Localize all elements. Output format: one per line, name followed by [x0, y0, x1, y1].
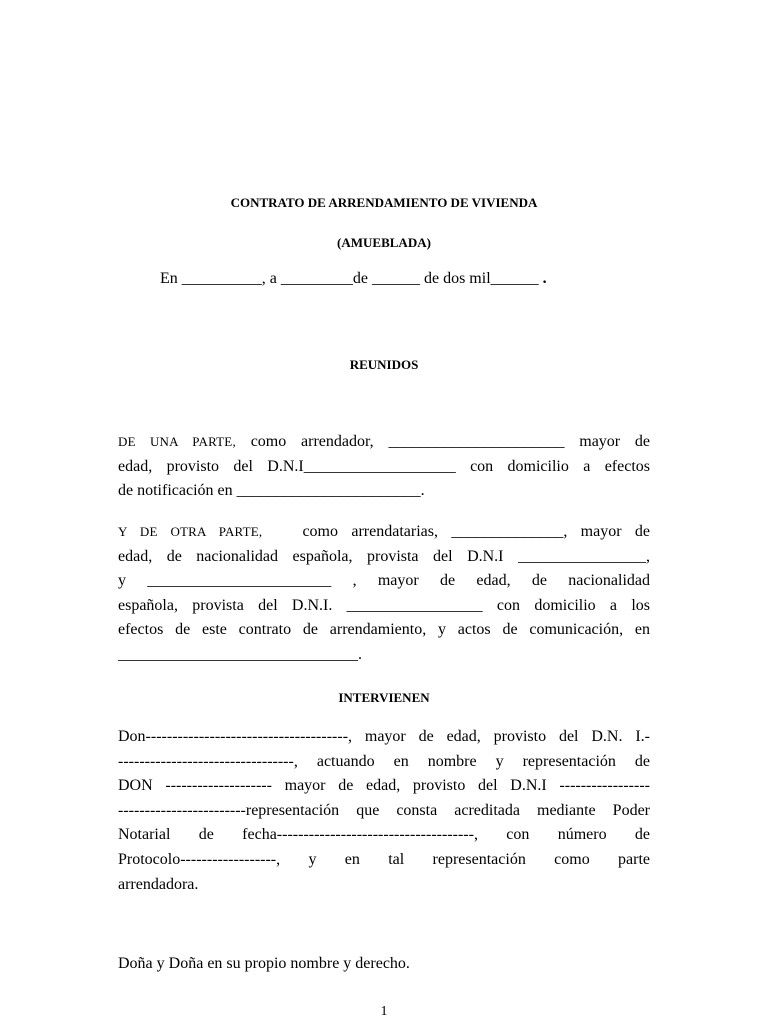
intervienen-paragraph: [118, 725, 650, 897]
party-two-line-5: efectos de este contrato de arrendamiento, y actos de comunicación, en: [118, 621, 650, 639]
party-one-line-1: DE UNA PARTE, como arrendador, ______________________ mayor de: [118, 433, 651, 450]
document-subtitle: (AMUEBLADA): [337, 235, 431, 250]
party-one-lead: DE UNA PARTE,: [118, 434, 236, 449]
closing-line: Doña y Doña en su propio nombre y derecho.: [118, 955, 410, 972]
date-line-text: En __________, a _________de ______ de dos mil______: [160, 270, 539, 287]
party-two-lead: Y DE OTRA PARTE,: [118, 524, 263, 539]
party-two-line-1: Y DE OTRA PARTE, como arrendatarias, ______________, mayor de: [118, 523, 651, 540]
intervienen-line-5: Notarial de fecha-------------------------------------, con número de: [118, 826, 650, 844]
party-one-line-3: de notificación en _______________________.: [118, 482, 425, 500]
intervienen-line-4: ------------------------representación que consta acreditada mediante Poder: [118, 801, 650, 819]
intervienen-line-6: Protocolo------------------, y en tal representación como parte: [118, 850, 650, 868]
party-one-line-2: edad, provisto del D.N.I___________________ con domicilio a efectos: [118, 457, 650, 475]
section-heading-intervienen: INTERVIENEN: [338, 690, 430, 705]
date-line: [160, 270, 547, 288]
intervienen-line-3: DON -------------------- mayor de edad, provisto del D.N.I -----------------: [118, 777, 650, 795]
date-line-period: .: [542, 270, 547, 287]
intervienen-line-7: arrendadora.: [118, 875, 199, 893]
page-number: 1: [380, 1004, 388, 1019]
party-two-line-4: española, provista del D.N.I. _________________ con domicilio a los: [118, 596, 650, 614]
party-two-line-2: edad, de nacionalidad española, provista del D.N.I ________________,: [118, 547, 650, 565]
party-two-paragraph: [118, 520, 650, 668]
party-two-line-6: ______________________________.: [118, 645, 362, 663]
party-one-paragraph: [118, 430, 650, 504]
document-title: CONTRATO DE ARRENDAMIENTO DE VIVIENDA: [230, 195, 538, 210]
intervienen-line-2: ---------------------------------, actuando en nombre y representación de: [118, 752, 650, 770]
intervienen-line-1: Don--------------------------------------, mayor de edad, provisto del D.N. I.-: [118, 728, 650, 745]
party-two-line-3: y _______________________ , mayor de edad, de nacionalidad: [118, 572, 650, 590]
section-heading-reunidos: REUNIDOS: [349, 357, 419, 372]
